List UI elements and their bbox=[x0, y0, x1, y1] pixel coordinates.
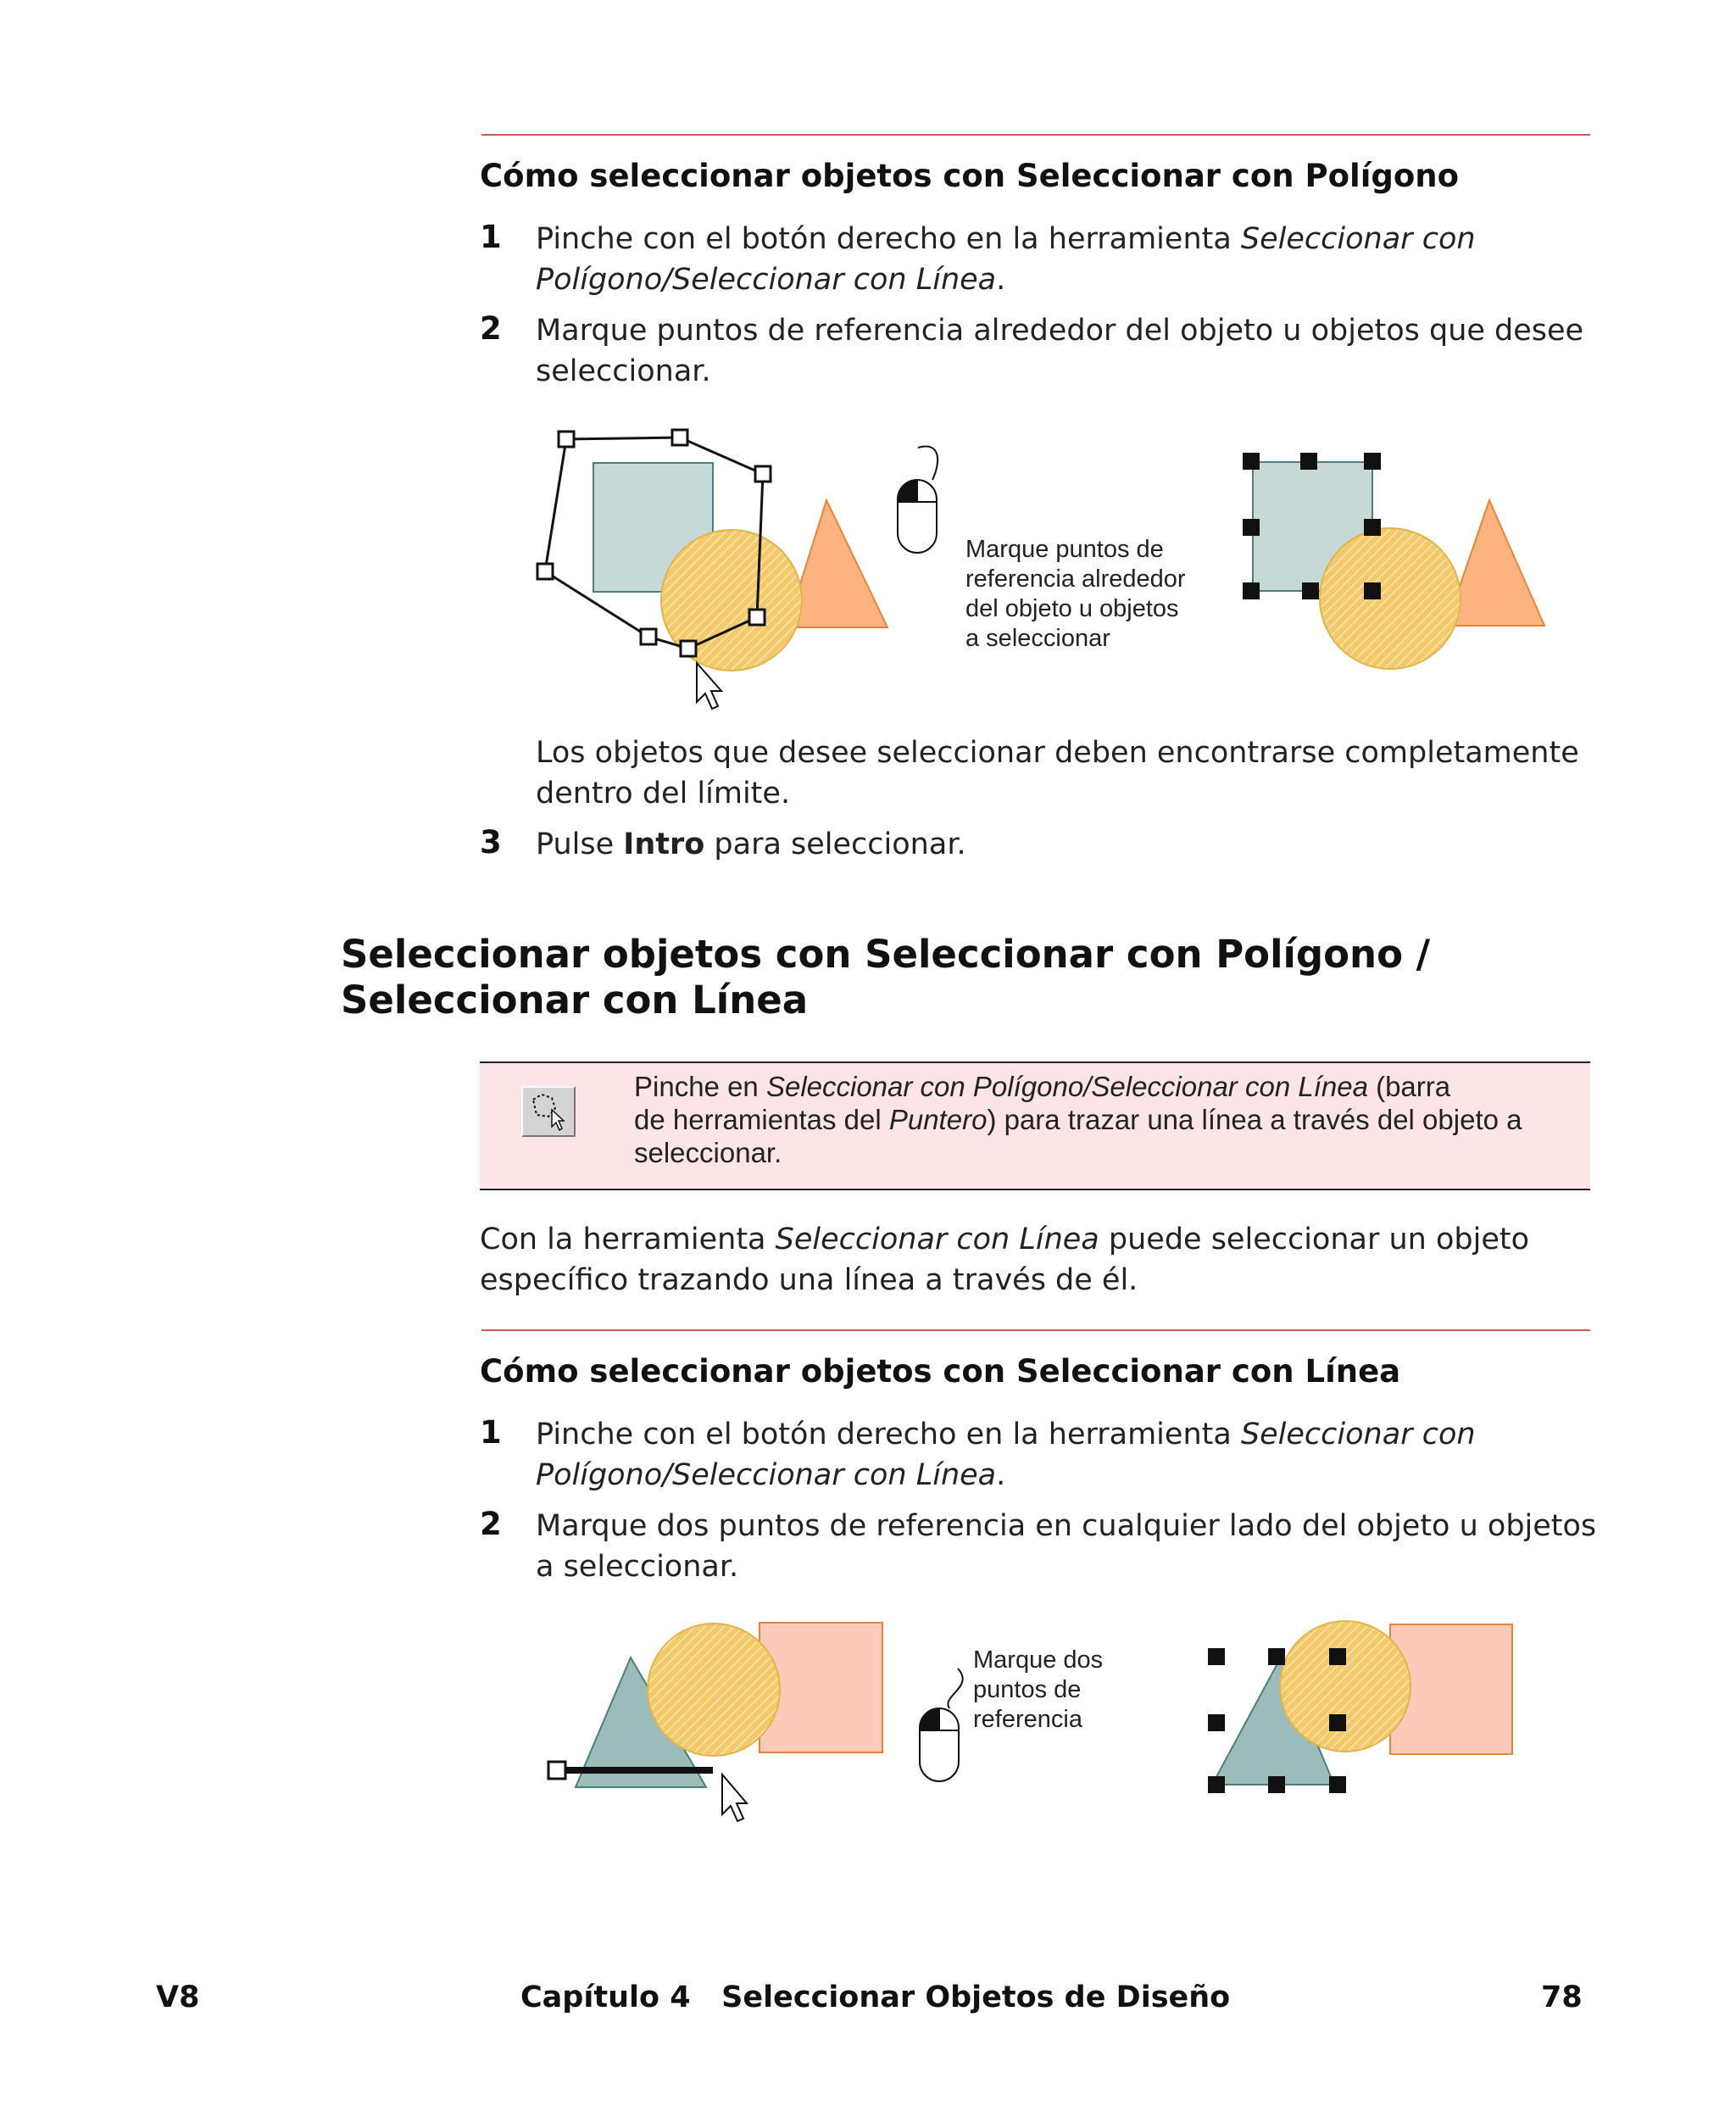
footer-chapter: Capítulo 4 Seleccionar Objetos de Diseño bbox=[520, 1981, 1231, 2014]
note-text: Los objetos que desee seleccionar deben encontrarse completamente dentro del límite. bbox=[536, 736, 1579, 811]
circle-shape bbox=[1320, 528, 1461, 669]
section-heading: Cómo seleccionar objetos con Seleccionar con Polígono bbox=[480, 158, 1460, 194]
step-number: 1 bbox=[480, 1414, 502, 1451]
circle-shape bbox=[648, 1624, 780, 1756]
step-number: 1 bbox=[480, 219, 502, 255]
section-title: Seleccionar objetos con Seleccionar con Polígono / Seleccionar con Línea bbox=[341, 932, 1431, 1022]
mouse-right-button-icon bbox=[898, 480, 917, 502]
polygon-select-tool-icon bbox=[523, 1088, 574, 1135]
step-number: 2 bbox=[480, 310, 502, 347]
body-paragraph: Con la herramienta Seleccionar con Línea puede seleccionar un objeto específico trazando una línea a través de él. bbox=[480, 1223, 1530, 1297]
step-text: Marque puntos de referencia alrededor del objeto u objetos que desee seleccionar. bbox=[536, 314, 1584, 388]
mouse-left-button-icon bbox=[920, 1708, 939, 1730]
step-text: Pulse Intro para seleccionar. bbox=[536, 827, 966, 861]
figure-caption: Marque puntos de referencia alrededor del objeto u objetos a seleccionar bbox=[965, 536, 1186, 652]
polygon-select-tool-button[interactable] bbox=[521, 1086, 576, 1137]
reference-point bbox=[548, 1762, 565, 1779]
step-text: Pinche con el botón derecho en la herramienta Seleccionar con Polígono/Seleccionar con Línea. bbox=[536, 222, 1476, 297]
step-number: 2 bbox=[480, 1506, 502, 1542]
tool-note-text: Pinche en Seleccionar con Polígono/Seleccionar con Línea (barra de herramientas del Puntero) para trazar una línea a través del objeto a seleccionar. bbox=[634, 1071, 1522, 1168]
selected-circle-shape bbox=[1280, 1621, 1410, 1752]
section-rule bbox=[481, 1329, 1590, 1331]
step-number: 3 bbox=[480, 824, 502, 861]
pointer-cursor-icon bbox=[722, 1774, 747, 1821]
figure-caption: Marque dos puntos de referencia bbox=[973, 1646, 1104, 1733]
note-bottom-rule bbox=[480, 1189, 1590, 1190]
section-heading: Cómo seleccionar objetos con Seleccionar con Línea bbox=[480, 1353, 1401, 1390]
footer-version: V8 bbox=[156, 1981, 200, 2014]
footer-page-number: 78 bbox=[1541, 1981, 1583, 2014]
step-text: Marque dos puntos de referencia en cualquier lado del objeto u objetos a seleccionar. bbox=[536, 1509, 1597, 1584]
step-text: Pinche con el botón derecho en la herramienta Seleccionar con Polígono/Seleccionar con Línea. bbox=[536, 1418, 1476, 1492]
